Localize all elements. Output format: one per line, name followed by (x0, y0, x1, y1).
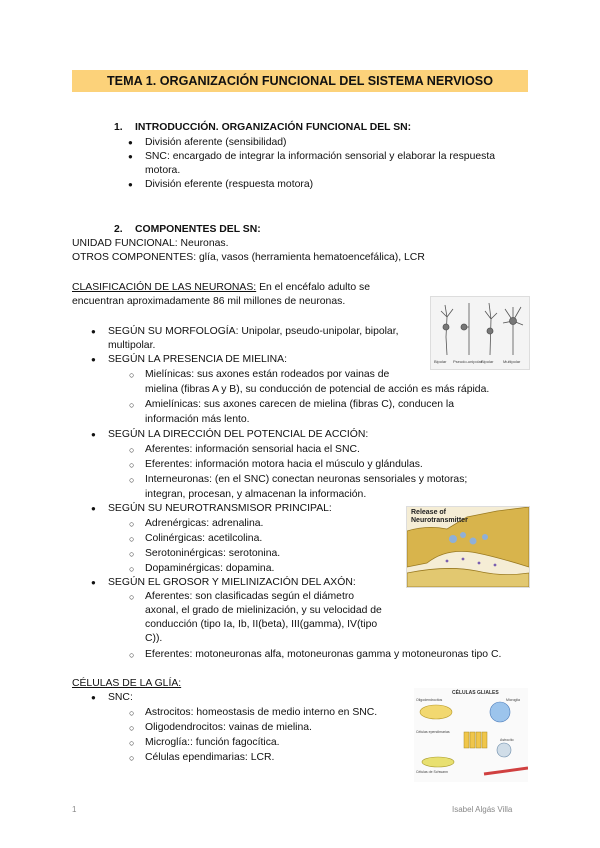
sub-list-item-cont: axonal, el grado de mielinización, y su velocidad de (145, 605, 382, 616)
neuron-label: Multipolar (503, 359, 521, 364)
list-item: ● División aferente (sensibilidad) (145, 136, 287, 151)
list-item: ● SNC: encargado de integrar la información sensorial y elaborar la respuesta (145, 150, 495, 165)
glia-label: Oligodendrocitos (416, 698, 443, 702)
sub-list-item: ○ Eferentes: información motora hacia el músculo y glándulas. (145, 458, 423, 473)
list-item: ● SEGÚN SU MORFOLOGÍA: Unipolar, pseudo-unipolar, bipolar, (108, 325, 399, 340)
list-item-cont: motora. (145, 165, 181, 176)
neurotransmitter-release-figure (406, 506, 530, 588)
glia-label: Microglia (506, 698, 521, 702)
sub-list-item: ○ Eferentes: motoneuronas alfa, motoneuronas gamma y motoneuronas tipo C. (145, 648, 501, 663)
neuron-types-figure (430, 296, 530, 370)
section-1-heading: INTRODUCCIÓN. ORGANIZACIÓN FUNCIONAL DEL SN: (135, 122, 412, 133)
sub-list-item: ○ Microglía:: función fagocítica. (145, 736, 280, 751)
sub-list-item: ○ Astrocitos: homeostasis de medio interno en SNC. (145, 706, 377, 721)
sub-list-item-cont: conducción (tipo Ia, Ib, II(beta), III(gamma), IV(tipo (145, 619, 378, 630)
sub-list-item: ○ Interneuronas: (en el SNC) conectan neuronas sensoriales y motoras; (145, 473, 467, 488)
sub-list-item: ○ Aferentes: son clasificadas según el diámetro (145, 590, 397, 605)
sub-list-item: ○ Dopaminérgicas: dopamina. (145, 562, 274, 577)
sub-list-item: ○ Oligodendrocitos: vainas de mielina. (145, 721, 312, 736)
sub-list-item: ○ Amielínicas: sus axones carecen de mielina (fibras C), conducen la (145, 398, 454, 413)
sub-list-item: ○ Mielínicas: sus axones están rodeados por vainas de (145, 368, 422, 383)
list-item: ● SEGÚN LA DIRECCIÓN DEL POTENCIAL DE ACCIÓN: (108, 428, 368, 443)
neuron-label: Bipolar (434, 359, 447, 364)
glia-heading: CÉLULAS DE LA GLÍA: (72, 678, 182, 689)
clasificacion-line-1 (72, 281, 422, 296)
sub-list-item: ○ Colinérgicas: acetilcolina. (145, 532, 262, 547)
page-number: 1 (72, 805, 77, 814)
list-item: ● SNC: (108, 691, 133, 706)
list-item: ● SEGÚN LA PRESENCIA DE MIELINA: (108, 353, 287, 368)
sub-list-item-cont: mielina (fibras A y B), su conducción de potencial de acción es más rápida. (145, 384, 490, 395)
glia-label: Células de Schwann (416, 770, 448, 774)
clasificacion-label: CLASIFICACIÓN DE LAS NEURONAS: (72, 282, 257, 293)
sub-list-item-cont: C)). (145, 633, 163, 644)
otros-componentes-text: OTROS COMPONENTES: glía, vasos (herramienta hematoencefálica), LCR (72, 252, 425, 263)
sub-list-item: ○ Serotoninérgicas: serotonina. (145, 547, 280, 562)
list-item-cont: multipolar. (108, 340, 156, 351)
section-2-heading: COMPONENTES DEL SN: (135, 224, 261, 235)
neuron-label: Bipolar (481, 359, 494, 364)
glia-figure-title: CÉLULAS GLIALES (452, 690, 499, 696)
neuron-label: Pseudo-unipolar (453, 359, 483, 364)
clasificacion-text: En el encéfalo adulto se (256, 282, 370, 293)
unidad-funcional-text: UNIDAD FUNCIONAL: Neuronas. (72, 238, 229, 249)
glial-cells-figure (414, 688, 528, 782)
section-1-number: 1. (114, 122, 123, 133)
sub-list-item-cont: integran, procesan, y almacenan la información. (145, 489, 367, 500)
list-item: ● División eferente (respuesta motora) (145, 178, 313, 193)
sub-list-item-cont: información más lento. (145, 414, 250, 425)
list-item: ● SEGÚN EL GROSOR Y MIELINIZACIÓN DEL AXÓN: (108, 576, 356, 591)
synapse-figure-title: Release of Neurotransmitter (411, 509, 468, 524)
sub-list-item: ○ Aferentes: información sensorial hacia el SNC. (145, 443, 360, 458)
clasificacion-line-2: encuentran aproximadamente 86 mil millones de neuronas. (72, 296, 346, 307)
page-title: TEMA 1. ORGANIZACIÓN FUNCIONAL DEL SISTEMA NERVIOSO (72, 70, 528, 92)
sub-list-item: ○ Adrenérgicas: adrenalina. (145, 517, 263, 532)
glial-cells-illustration (414, 688, 528, 782)
glia-label: Astrocito (500, 738, 514, 742)
footer-author: Isabel Algás Villa (452, 805, 513, 814)
section-2-number: 2. (114, 224, 123, 235)
list-item: ● SEGÚN SU NEUROTRANSMISOR PRINCIPAL: (108, 502, 332, 517)
glia-label: Células ependimarias (416, 730, 450, 734)
sub-list-item: ○ Células ependimarias: LCR. (145, 751, 274, 766)
